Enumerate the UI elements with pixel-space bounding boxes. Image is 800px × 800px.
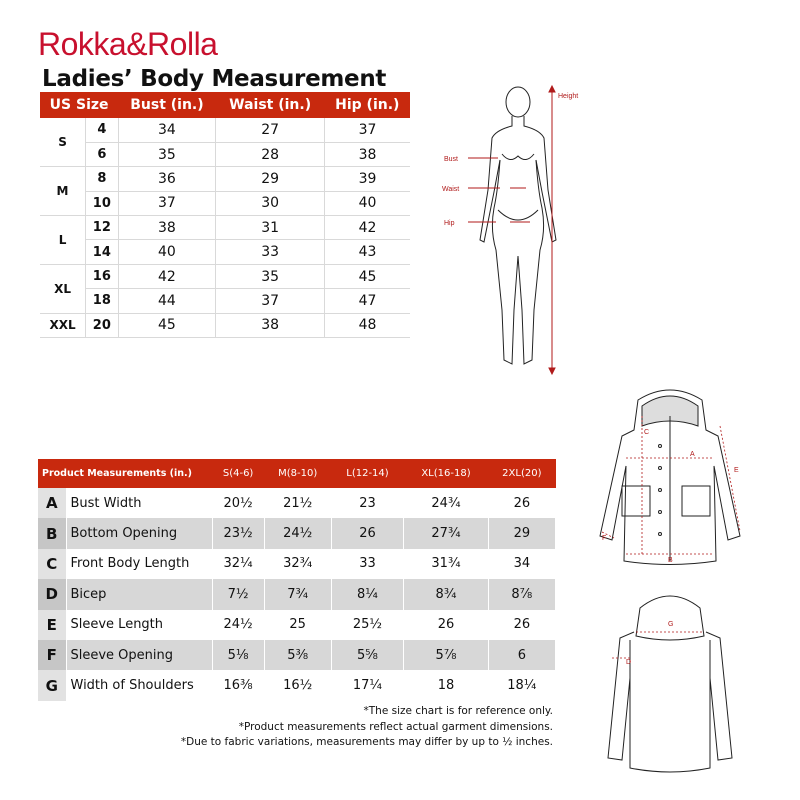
measure-cell: 5⅝ [331, 640, 404, 670]
table-row [40, 289, 410, 313]
measure-cell: 44 [118, 289, 216, 313]
label-g: G [668, 621, 674, 628]
measure-cell: 20½ [212, 488, 264, 518]
measure-cell: 40 [325, 191, 410, 215]
table-row [40, 216, 410, 240]
measure-cell: 6 [488, 640, 555, 670]
note-line: *The size chart is for reference only. [363, 705, 553, 717]
measure-cell: 40 [118, 240, 216, 264]
table-row [38, 488, 556, 518]
measure-cell: 5⅞ [404, 640, 488, 670]
page-title: Ladies’ Body Measurement [42, 66, 387, 92]
measure-cell: 34 [118, 118, 216, 142]
measure-cell: 5⅜ [264, 640, 331, 670]
measure-cell: 26 [488, 488, 555, 518]
measure-cell: 17¼ [331, 670, 404, 700]
table-row [38, 640, 556, 670]
measure-cell: 35 [118, 142, 216, 166]
row-name: Bust Width [66, 488, 212, 518]
row-letter: G [38, 670, 66, 700]
us-size-cell: 12 [86, 216, 119, 240]
bust-label: Bust [444, 156, 459, 163]
brand-logo: Rokka&Rolla [38, 26, 218, 62]
col-waist: Waist (in.) [216, 92, 325, 118]
table-row [38, 518, 556, 548]
measure-cell: 33 [216, 240, 325, 264]
measure-cell: 23 [331, 488, 404, 518]
row-name: Front Body Length [66, 549, 212, 579]
jacket-back-diagram [600, 588, 740, 778]
col-us-size: US Size [40, 92, 118, 118]
measure-cell: 30 [216, 191, 325, 215]
label-b: B [668, 557, 673, 564]
table-row [38, 579, 556, 609]
table-row [38, 610, 556, 640]
measure-cell: 18 [404, 670, 488, 700]
measure-cell: 24½ [212, 610, 264, 640]
product-table-body [38, 488, 556, 701]
note-line: *Product measurements reflect actual garment dimensions. [238, 720, 553, 733]
us-size-cell: 18 [86, 289, 119, 313]
us-size-cell: 14 [86, 240, 119, 264]
jacket-front-diagram [590, 386, 750, 566]
measure-cell: 24¾ [404, 488, 488, 518]
measure-cell: 7½ [212, 579, 264, 609]
label-a: A [690, 451, 695, 458]
col-m: M(8-10) [264, 459, 331, 488]
measure-cell: 24½ [264, 518, 331, 548]
measure-cell: 31¾ [404, 549, 488, 579]
label-d: D [626, 659, 632, 666]
measure-cell: 8⅞ [488, 579, 555, 609]
table-row [40, 142, 410, 166]
measure-cell: 29 [216, 167, 325, 191]
us-size-cell: 16 [86, 264, 119, 288]
row-name: Sleeve Opening [66, 640, 212, 670]
us-size-cell: 4 [86, 118, 119, 142]
measure-cell: 18¼ [488, 670, 555, 700]
row-letter: E [38, 610, 66, 640]
measure-cell: 27 [216, 118, 325, 142]
col-product: Product Measurements (in.) [38, 459, 212, 488]
notes [181, 704, 553, 751]
label-f: F [602, 535, 607, 542]
row-name: Sleeve Length [66, 610, 212, 640]
measure-cell: 45 [118, 313, 216, 337]
measure-cell: 42 [118, 264, 216, 288]
measure-cell: 21½ [264, 488, 331, 518]
row-name: Bottom Opening [66, 518, 212, 548]
row-name: Bicep [66, 579, 212, 609]
row-name: Width of Shoulders [66, 670, 212, 700]
note-line: *Due to fabric variations, measurements may differ by up to ½ inches. [180, 736, 553, 748]
measure-cell: 37 [118, 191, 216, 215]
body-measurement-table [40, 92, 410, 338]
body-figure [440, 80, 610, 380]
size-group-cell: M [40, 167, 86, 216]
measure-cell: 48 [325, 313, 410, 337]
us-size-cell: 6 [86, 142, 119, 166]
measure-cell: 7¾ [264, 579, 331, 609]
measure-cell: 26 [488, 610, 555, 640]
table-row [40, 191, 410, 215]
col-bust: Bust (in.) [118, 92, 216, 118]
measure-cell: 38 [216, 313, 325, 337]
measure-cell: 36 [118, 167, 216, 191]
measure-cell: 33 [331, 549, 404, 579]
size-group-cell: S [40, 118, 86, 167]
measure-cell: 28 [216, 142, 325, 166]
product-measurement-table [38, 459, 556, 701]
row-letter: D [38, 579, 66, 609]
col-hip: Hip (in.) [325, 92, 410, 118]
measure-cell: 25½ [331, 610, 404, 640]
col-xl: XL(16-18) [404, 459, 488, 488]
col-l: L(12-14) [331, 459, 404, 488]
table-row [38, 670, 556, 700]
measure-cell: 32¼ [212, 549, 264, 579]
measure-cell: 29 [488, 518, 555, 548]
measure-cell: 34 [488, 549, 555, 579]
table-row [38, 549, 556, 579]
measure-cell: 5⅛ [212, 640, 264, 670]
table-row [40, 264, 410, 288]
measure-cell: 31 [216, 216, 325, 240]
measure-cell: 27¾ [404, 518, 488, 548]
measure-cell: 35 [216, 264, 325, 288]
measure-cell: 32¾ [264, 549, 331, 579]
label-e: E [734, 467, 739, 474]
measure-cell: 37 [216, 289, 325, 313]
measure-cell: 23½ [212, 518, 264, 548]
table-row [40, 313, 410, 337]
measure-cell: 16⅜ [212, 670, 264, 700]
us-size-cell: 8 [86, 167, 119, 191]
height-label: Height [558, 93, 579, 100]
size-group-cell: XXL [40, 313, 86, 337]
us-size-cell: 10 [86, 191, 119, 215]
measure-cell: 25 [264, 610, 331, 640]
table-row [40, 118, 410, 142]
measure-cell: 45 [325, 264, 410, 288]
row-letter: C [38, 549, 66, 579]
measure-cell: 26 [404, 610, 488, 640]
measure-cell: 39 [325, 167, 410, 191]
col-s: S(4-6) [212, 459, 264, 488]
size-group-cell: XL [40, 264, 86, 313]
measure-cell: 37 [325, 118, 410, 142]
measure-cell: 16½ [264, 670, 331, 700]
row-letter: F [38, 640, 66, 670]
row-letter: B [38, 518, 66, 548]
measure-cell: 26 [331, 518, 404, 548]
us-size-cell: 20 [86, 313, 119, 337]
measure-cell: 8¼ [331, 579, 404, 609]
measure-cell: 47 [325, 289, 410, 313]
col-2xl: 2XL(20) [488, 459, 555, 488]
row-letter: A [38, 488, 66, 518]
hip-label: Hip [444, 220, 455, 227]
size-group-cell: L [40, 216, 86, 265]
measure-cell: 43 [325, 240, 410, 264]
measure-cell: 38 [118, 216, 216, 240]
table-row [40, 167, 410, 191]
waist-label: Waist [442, 186, 460, 193]
measure-cell: 38 [325, 142, 410, 166]
label-c: C [644, 429, 650, 436]
measure-cell: 8¾ [404, 579, 488, 609]
table-row [40, 240, 410, 264]
body-table-body [40, 118, 410, 338]
measure-cell: 42 [325, 216, 410, 240]
